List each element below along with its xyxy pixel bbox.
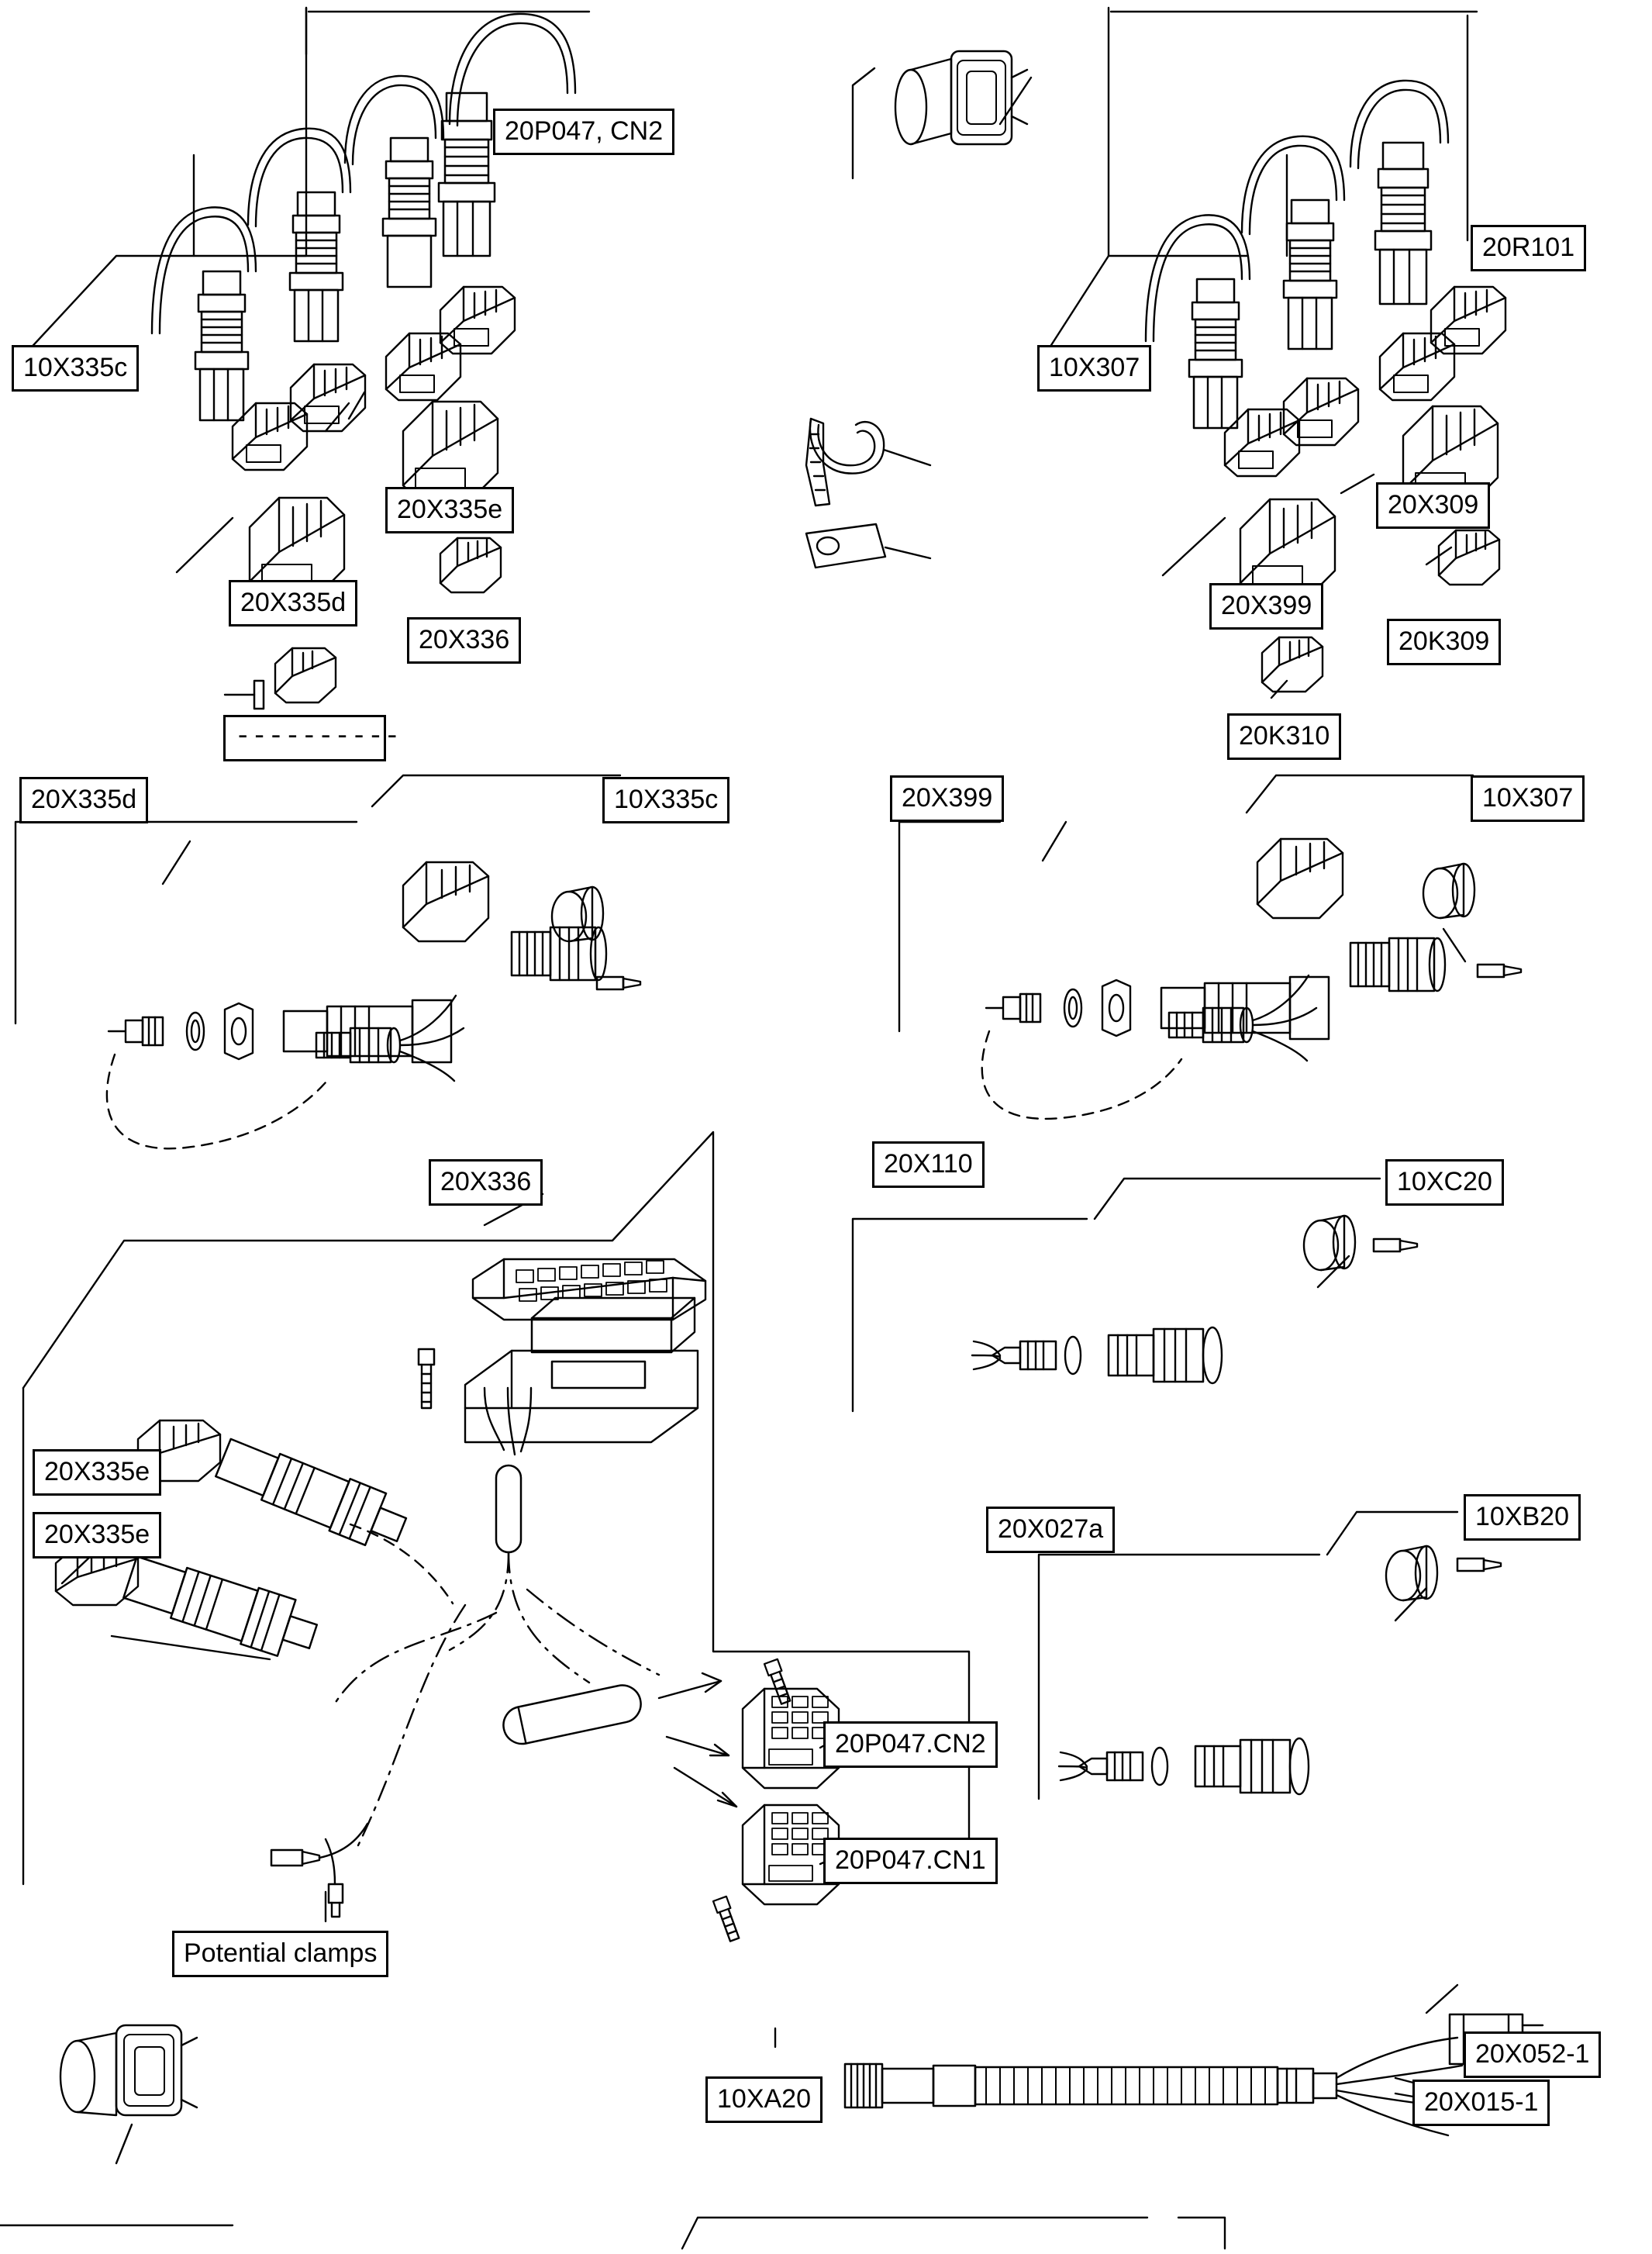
part-label-20x335e-top <box>385 487 514 533</box>
part-label-20x309 <box>1376 482 1490 529</box>
part-label-10xc20 <box>1385 1159 1504 1206</box>
label-text: 20X336 <box>419 625 510 654</box>
part-label-10x307-top <box>1037 345 1151 392</box>
label-text: 20X309 <box>1388 490 1479 519</box>
label-text: 20X336 <box>440 1167 532 1196</box>
part-label-blank-dashed <box>223 715 402 761</box>
label-text: 20X335d <box>240 588 347 617</box>
part-label-10xb20 <box>1464 1494 1581 1541</box>
label-text: 20X335d <box>31 785 137 814</box>
part-label-10x307-mid <box>1471 775 1585 822</box>
label-text: 20K309 <box>1399 626 1490 656</box>
label-text: Potential clamps <box>184 1938 378 1968</box>
label-text: 10XB20 <box>1475 1502 1569 1531</box>
part-label-20r101 <box>1471 225 1586 271</box>
part-label-20x399-top <box>1209 583 1323 630</box>
label-text: 20R101 <box>1482 233 1575 262</box>
part-label-20x335e-left-2 <box>33 1512 161 1558</box>
part-label-20x336-center <box>429 1159 543 1206</box>
label-text: ---------- <box>235 723 402 752</box>
label-text: 20P047.CN2 <box>835 1729 986 1759</box>
label-text: 20K310 <box>1239 721 1330 751</box>
part-label-20k309 <box>1387 619 1501 665</box>
label-text: 10XA20 <box>717 2084 811 2114</box>
part-label-20x027a <box>986 1507 1115 1553</box>
label-text: 20X110 <box>884 1149 973 1179</box>
label-text: 20X335e <box>44 1520 150 1549</box>
label-text: 20X399 <box>1221 591 1312 620</box>
label-text: 10X335c <box>23 353 128 382</box>
label-text: 20X335e <box>44 1457 150 1486</box>
label-text: 20X335e <box>397 495 503 524</box>
label-text: 20X015-1 <box>1424 2087 1539 2117</box>
part-label-20x335d-mid <box>19 777 148 823</box>
label-text: 10XC20 <box>1397 1167 1492 1196</box>
part-label-potential-clamps <box>172 1931 388 1977</box>
label-text: 20X052-1 <box>1475 2039 1590 2069</box>
part-label-20x052-1 <box>1464 2031 1601 2078</box>
part-label-20x110 <box>872 1141 985 1188</box>
part-label-10xa20 <box>705 2076 823 2123</box>
part-label-20x335e-left-1 <box>33 1449 161 1496</box>
label-text: 20P047.CN1 <box>835 1845 986 1875</box>
part-label-20x336-top <box>407 617 521 664</box>
label-text: 20X027a <box>998 1514 1104 1544</box>
part-label-20p047-cn2 <box>493 109 674 155</box>
part-label-20k310 <box>1227 713 1341 760</box>
part-label-20x335d-top <box>229 580 357 626</box>
label-text: 10X335c <box>614 785 719 814</box>
part-label-10x335c-top <box>12 345 139 392</box>
part-label-10x335c-mid <box>602 777 729 823</box>
label-text: 20P047, CN2 <box>505 116 664 146</box>
part-label-20p047-cn2-center <box>823 1721 998 1768</box>
part-label-20x015-1 <box>1412 2080 1550 2126</box>
label-text: 20X399 <box>902 783 993 813</box>
part-label-20p047-cn1-center <box>823 1838 998 1884</box>
label-text: 10X307 <box>1049 353 1140 382</box>
label-text: 10X307 <box>1482 783 1574 813</box>
part-label-20x399-mid <box>890 775 1004 822</box>
